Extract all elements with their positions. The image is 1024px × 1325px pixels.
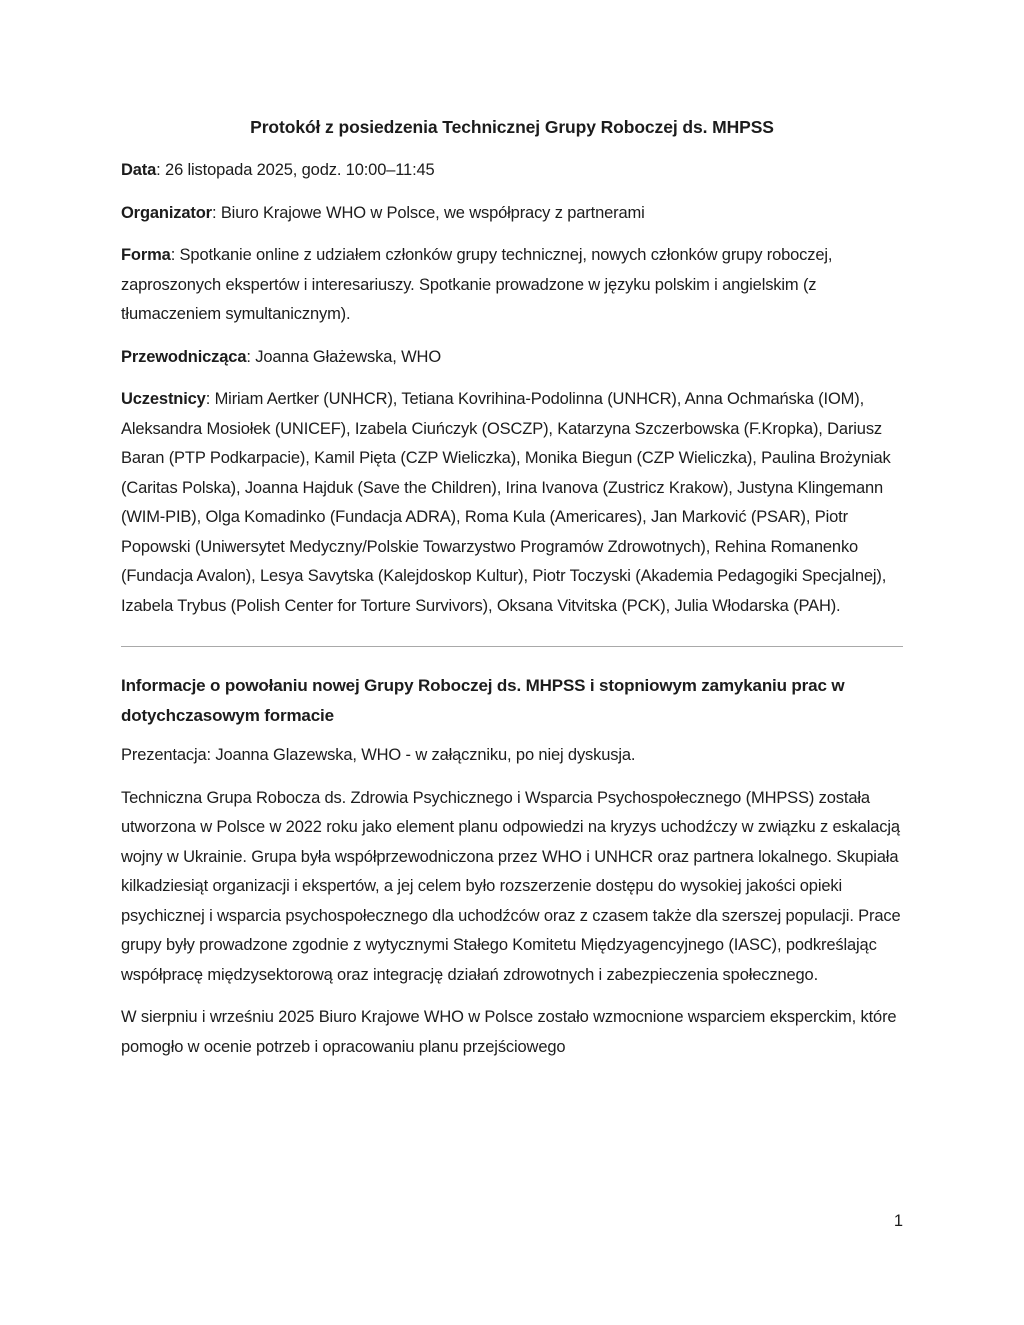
meta-label-date: Data [121,161,157,179]
document-title: Protokół z posiedzenia Technicznej Grupy Roboczej ds. MHPSS [250,117,774,137]
meta-value-participants: : Miriam Aertker (UNHCR), Tetiana Kovrihina-Podolinna (UNHCR), Anna Ochmańska (IOM), Aleksandra Mosiołek (UNICEF), Izabela Ciuńczyk (OSCZP), Katarzyna Szczerbowska (F.Kropka), Dariusz Baran (PTP Podkarpacie), Kamil Pięta (CZP Wieliczka), Monika Biegun (CZP Wieliczka), Paulina Brożyniak (Caritas Polska), Joanna Hajduk (Save the Children), Irina Ivanova (Zustricz Krakow), Justyna Klingemann (WIM-PIB), Olga Komadinko (Fundacja ADRA), Roma Kula (Americares), Jan Marković (PSAR), Piotr Popowski (Uniwersytet Medyczny/Polskie Towarzystwo Programów Zdrowotnych), Rehina Romanenko (Fundacja Avalon), Lesya Savytska (Kalejdoskop Kultur), Piotr Toczyski (Akademia Pedagogiki Specjalnej), Izabela Trybus (Polish Center for Torture Survivors), Oksana Vitvitska (PCK), Julia Włodarska (PAH). [121,390,891,615]
meta-line-date [121,156,903,186]
meta-label-chairperson: Przewodnicząca [121,347,247,366]
section-heading: Informacje o powołaniu nowej Grupy Roboczej ds. MHPSS i stopniowym zamykaniu prac w dotychczasowym formacie [121,676,845,725]
section-paragraph-expert-support: W sierpniu i wrześniu 2025 Biuro Krajowe WHO w Polsce zostało wzmocnione wsparciem eksperckim, które pomogło w ocenie potrzeb i opracowaniu planu przejściowego [121,1008,897,1056]
meta-line-participants [121,385,903,621]
meta-line-chairperson [121,343,903,373]
page-number: 1 [893,1212,903,1230]
document-content [121,112,903,1075]
section-paragraph-group-history: Techniczna Grupa Robocza ds. Zdrowia Psychicznego i Wsparcia Psychospołecznego (MHPSS) została utworzona w Polsce w 2022 roku jako element planu odpowiedzi na kryzys uchodźczy w związku z eskalacją wojny w Ukrainie. Grupa była współprzewodniczona przez WHO i UNHCR oraz partnera lokalnego. Skupiała kilkadziesiąt organizacji i ekspertów, a jej celem było rozszerzenie dostępu do wysokiej jakości opieki psychicznej i wsparcia psychospołecznego dla uchodźców oraz z czasem także dla szerszej populacji. Prace grupy były prowadzone zgodnie z wytycznymi Stałego Komitetu Międzyagencyjnego (IASC), podkreślając współpracę międzysektorową oraz integrację działań zdrowotnych i zabezpieczenia społecznego. [121,788,901,984]
meta-value-chairperson: : Joanna Głażewska, WHO [246,347,441,366]
meta-label-format: Forma [121,246,171,264]
meta-label-participants: Uczestnicy [121,390,206,408]
section-divider [121,646,903,647]
meta-value-organizer: : Biuro Krajowe WHO w Polsce, we współpracy z partnerami [211,203,645,222]
meta-value-format: : Spotkanie online z udziałem członków grupy technicznej, nowych członków grupy roboczej, zaproszonych ekspertów i interesariuszy. Spotkanie prowadzone w języku polskim i angielskim (z tłumaczeniem symultanicznym). [121,246,833,323]
meta-label-organizer: Organizator [121,203,212,222]
section-paragraph-presentation: Prezentacja: Joanna Glazewska, WHO - w załączniku, po niej dyskusja. [121,746,636,764]
meta-value-date: : 26 listopada 2025, godz. 10:00–11:45 [156,161,435,179]
meta-line-format [121,241,903,330]
meta-line-organizer [121,199,903,229]
